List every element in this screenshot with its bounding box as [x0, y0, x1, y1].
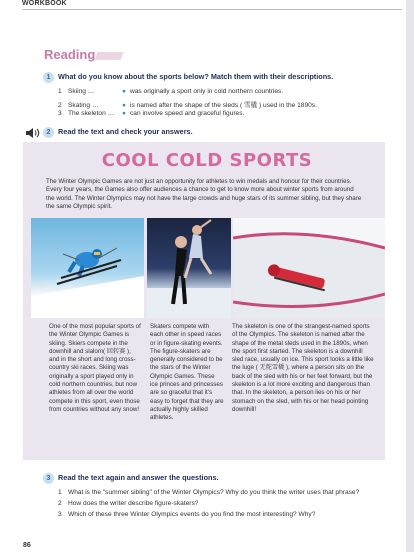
match-dot-icon[interactable]: ●: [122, 88, 126, 95]
item-text: What is the "summer sibling" of the Winter Olympics? Why do you think the writer uses that phrase?: [68, 489, 360, 496]
article-column-skeleton: The skeleton is one of the strangest-named sports of the Olympics. The skeleton is named after the shape of the metal sleds used in the 1890s, when the sport first started. The skeleton is a downhill sled race, usually on ice. This sport looks a little like the luge ( 无舵雪橇 ), where a person sits on the back of the sled with his or her feet forward, but the skeleton is a lot more exciting and dangerous than that. In the skeleton, a person lies on his or her stomach on the sled, with his or her head pointing downhill!: [232, 323, 374, 413]
match-description: can involve speed and graceful figures.: [129, 110, 245, 117]
list-item: [58, 510, 378, 519]
question-1-text: What do you know about the sports below? Match them with their descriptions.: [58, 72, 334, 81]
workbook-label: WORKBOOK: [22, 0, 67, 7]
match-row: [58, 110, 244, 117]
page-number: 86: [23, 542, 31, 549]
item-text: Which of these three Winter Olympics events do you find the most interesting? Why?: [68, 511, 316, 518]
match-word: Skiing …: [68, 88, 95, 95]
question-3-number: 3: [43, 473, 54, 484]
list-item: [58, 499, 378, 508]
match-row: [58, 88, 283, 95]
question-1-number: 1: [43, 72, 54, 83]
title-swash: [95, 52, 124, 60]
section-title: Reading: [44, 47, 96, 62]
match-description: is named after the shape of the sleds ( 雪橇 ) used in the 1890s.: [129, 102, 317, 109]
speaker-icon[interactable]: [26, 128, 40, 140]
match-word: The skeleton …: [68, 110, 115, 117]
match-word: Skating …: [68, 102, 99, 109]
figure-skating-photo: [147, 218, 231, 318]
article-title: COOL COLD SPORTS: [101, 150, 313, 171]
skiing-photo: [31, 218, 144, 318]
item-number: 2: [58, 500, 62, 507]
page-edge-bar: [406, 0, 414, 552]
match-dot-icon[interactable]: ●: [122, 110, 126, 117]
match-number: 3: [58, 110, 62, 117]
skeleton-photo: [233, 218, 385, 318]
question-3-list: [58, 488, 378, 521]
question-2-number: 2: [43, 127, 54, 138]
question-3-text: Read the text again and answer the questions.: [58, 473, 219, 482]
match-description: was originally a sport only in cold northern countries.: [129, 88, 284, 95]
item-number: 3: [58, 511, 62, 518]
list-item: [58, 488, 378, 497]
article-intro: The Winter Olympic Games are not just an opportunity for athletes to win medals and honour for their countries. Every four years, the Games also offer audiences a chance to get to know more about winter sports from around the world. The Winter Olympics may not have the large crowds and huge stars of its summer sibling, but they share the same Olympic spirit.: [46, 178, 362, 211]
article-column-skiing: One of the most popular sports of the Winter Olympic Games is skiing. Skiers compete in the downhill and slalom( 回转赛 ), and in the short and long cross-country ski races. Skiing was originally a sport played only in cold northern countries, but now athletes from all over the world compete in this sport, even those from countries without any snow!: [49, 323, 141, 413]
match-dot-icon[interactable]: ●: [122, 102, 126, 109]
match-number: 2: [58, 102, 62, 109]
header-rule: [22, 9, 402, 10]
item-number: 1: [58, 489, 62, 496]
article-column-skating: Skaters compete with each other in speed races or in figure-skating events. The figure-skaters are generally considered to be the stars of the Winter Olympic Games. These ice princes and princesses are so graceful that it's easy to forget that they are actually highly skilled athletes.: [150, 323, 224, 422]
match-number: 1: [58, 88, 62, 95]
question-2-text: Read the text and check your answers.: [58, 127, 193, 136]
item-text: How does the writer describe figure-skaters?: [68, 500, 199, 507]
match-row: [58, 99, 317, 109]
